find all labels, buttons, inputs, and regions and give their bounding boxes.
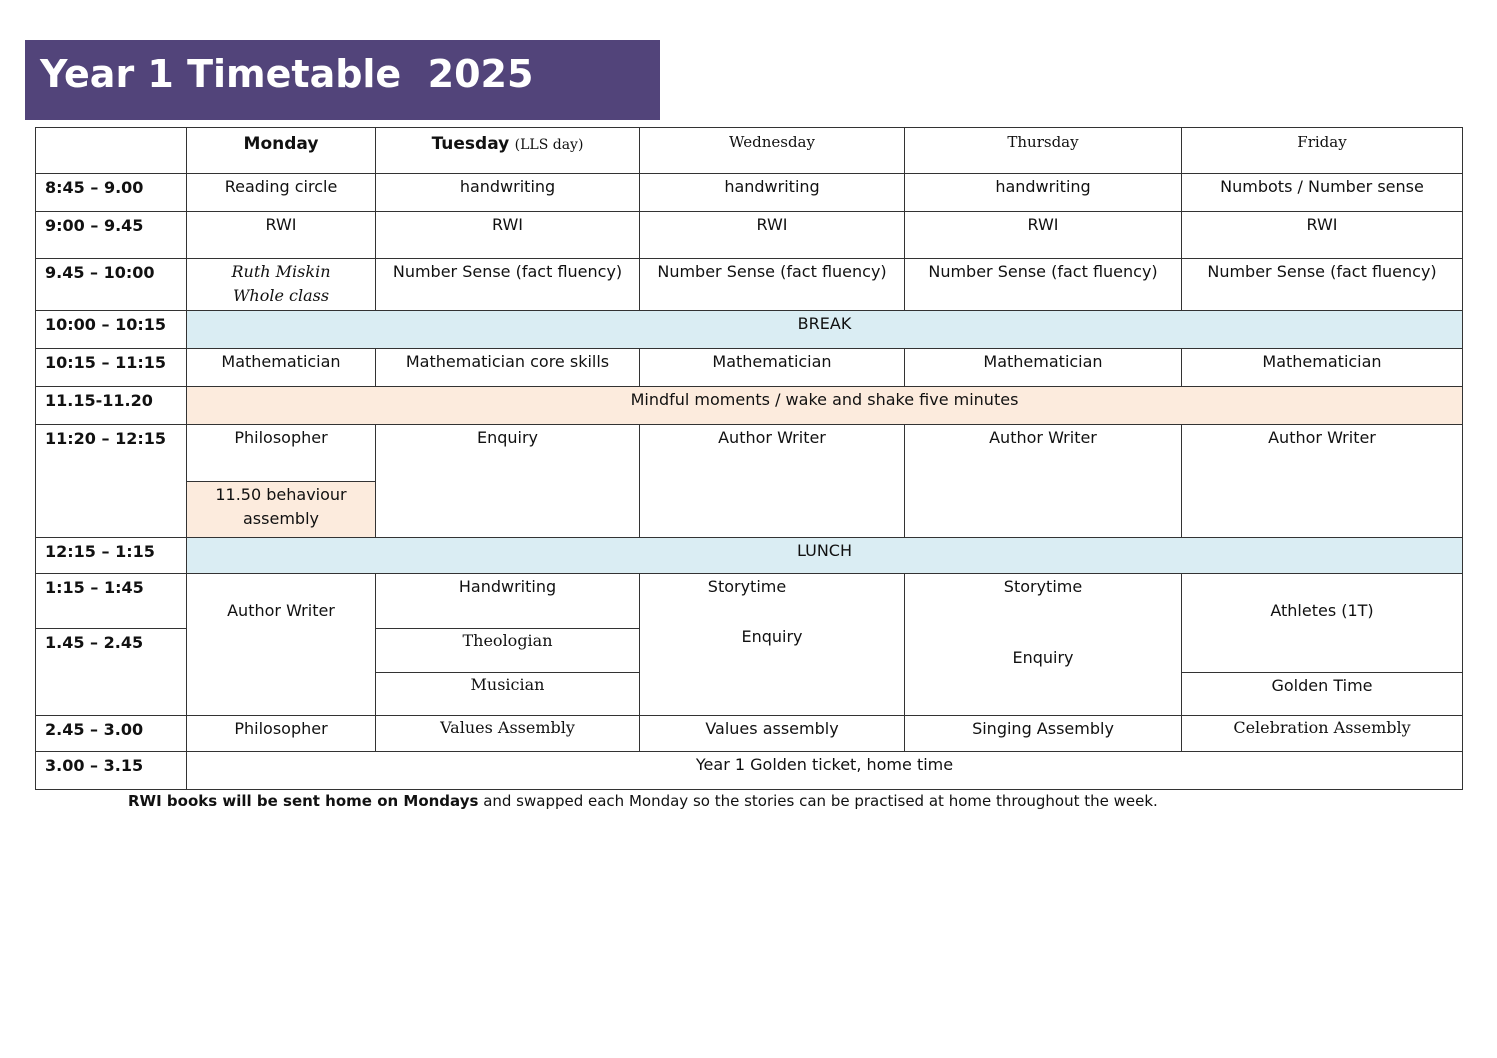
table-cell: RWI — [905, 212, 1182, 259]
time-cell: 11.15-11.20 — [36, 387, 187, 425]
table-cell: Author Writer — [905, 425, 1182, 538]
table-cell: RWI — [640, 212, 905, 259]
table-cell: Mathematician — [187, 349, 376, 387]
table-cell: Handwriting — [376, 574, 640, 629]
table-cell: Numbots / Number sense — [1182, 174, 1463, 212]
table-row — [36, 752, 1463, 790]
day-friday: Friday — [1182, 128, 1463, 174]
tuesday-note: (LLS day) — [514, 137, 584, 153]
table-cell: Author Writer — [1182, 425, 1463, 538]
time-cell: 11:20 – 12:15 — [36, 425, 187, 538]
time-cell: 2.45 – 3.00 — [36, 716, 187, 752]
footer-note-text: and swapped each Monday so the stories can be practised at home throughout the week. — [478, 792, 1158, 810]
table-cell: Enquiry — [376, 425, 640, 538]
table-cell: Mathematician — [1182, 349, 1463, 387]
table-cell: Reading circle — [187, 174, 376, 212]
table-cell: Number Sense (fact fluency) — [1182, 259, 1463, 311]
table-row — [36, 174, 1463, 212]
table-cell: Number Sense (fact fluency) — [376, 259, 640, 311]
table-row — [36, 716, 1463, 752]
behaviour-assembly-cell: 11.50 behaviour assembly — [187, 482, 376, 538]
table-cell: Storytime Enquiry — [640, 574, 905, 716]
table-row — [36, 425, 1463, 482]
mindful-cell: Mindful moments / wake and shake five minutes — [187, 387, 1463, 425]
table-cell: Mathematician — [905, 349, 1182, 387]
table-row — [36, 349, 1463, 387]
table-cell: handwriting — [640, 174, 905, 212]
day-monday: Monday — [187, 128, 376, 174]
table-cell: Mathematician — [640, 349, 905, 387]
home-time-cell: Year 1 Golden ticket, home time — [187, 752, 1463, 790]
time-cell: 8:45 – 9.00 — [36, 174, 187, 212]
corner-cell — [36, 128, 187, 174]
footer-note-bold: RWI books will be sent home on Mondays — [128, 792, 479, 810]
lunch-cell: LUNCH — [187, 538, 1463, 574]
title-banner — [25, 40, 660, 120]
table-row — [36, 259, 1463, 311]
lunch-row — [36, 538, 1463, 574]
table-cell: Mathematician core skills — [376, 349, 640, 387]
table-cell: Author Writer — [640, 425, 905, 538]
time-cell: 9.45 – 10:00 — [36, 259, 187, 311]
time-cell: 1:15 – 1:45 — [36, 574, 187, 629]
time-cell: 10:00 – 10:15 — [36, 311, 187, 349]
table-cell: handwriting — [905, 174, 1182, 212]
time-cell: 12:15 – 1:15 — [36, 538, 187, 574]
table-cell: RWI — [1182, 212, 1463, 259]
break-row — [36, 311, 1463, 349]
time-cell: 9:00 – 9.45 — [36, 212, 187, 259]
time-cell: 1.45 – 2.45 — [36, 629, 187, 716]
page-title: Year 1 Timetable 2025 — [40, 52, 534, 96]
table-cell: Storytime Enquiry — [905, 574, 1182, 716]
day-tuesday: Tuesday (LLS day) — [376, 128, 640, 174]
table-cell: Philosopher — [187, 425, 376, 482]
header-row — [36, 128, 1463, 174]
table-cell: Golden Time — [1182, 673, 1463, 716]
timetable — [35, 127, 1463, 790]
day-thursday: Thursday — [905, 128, 1182, 174]
table-cell: Values assembly — [640, 716, 905, 752]
table-row — [36, 574, 1463, 629]
time-cell: 3.00 – 3.15 — [36, 752, 187, 790]
table-cell: Number Sense (fact fluency) — [905, 259, 1182, 311]
table-cell: handwriting — [376, 174, 640, 212]
mindful-row — [36, 387, 1463, 425]
break-cell: BREAK — [187, 311, 1463, 349]
table-cell: Athletes (1T) — [1182, 574, 1463, 673]
table-cell: Number Sense (fact fluency) — [640, 259, 905, 311]
table-cell: Musician — [376, 673, 640, 716]
table-row — [36, 212, 1463, 259]
table-cell: Philosopher — [187, 716, 376, 752]
table-cell: RWI — [376, 212, 640, 259]
table-cell: RWI — [187, 212, 376, 259]
footer-note — [128, 792, 1158, 810]
table-cell: Singing Assembly — [905, 716, 1182, 752]
table-cell: Theologian — [376, 629, 640, 673]
time-cell: 10:15 – 11:15 — [36, 349, 187, 387]
table-cell: Values Assembly — [376, 716, 640, 752]
table-cell: Ruth Miskin Whole class — [187, 259, 376, 311]
day-wednesday: Wednesday — [640, 128, 905, 174]
table-cell: Celebration Assembly — [1182, 716, 1463, 752]
table-cell: Author Writer — [187, 574, 376, 716]
